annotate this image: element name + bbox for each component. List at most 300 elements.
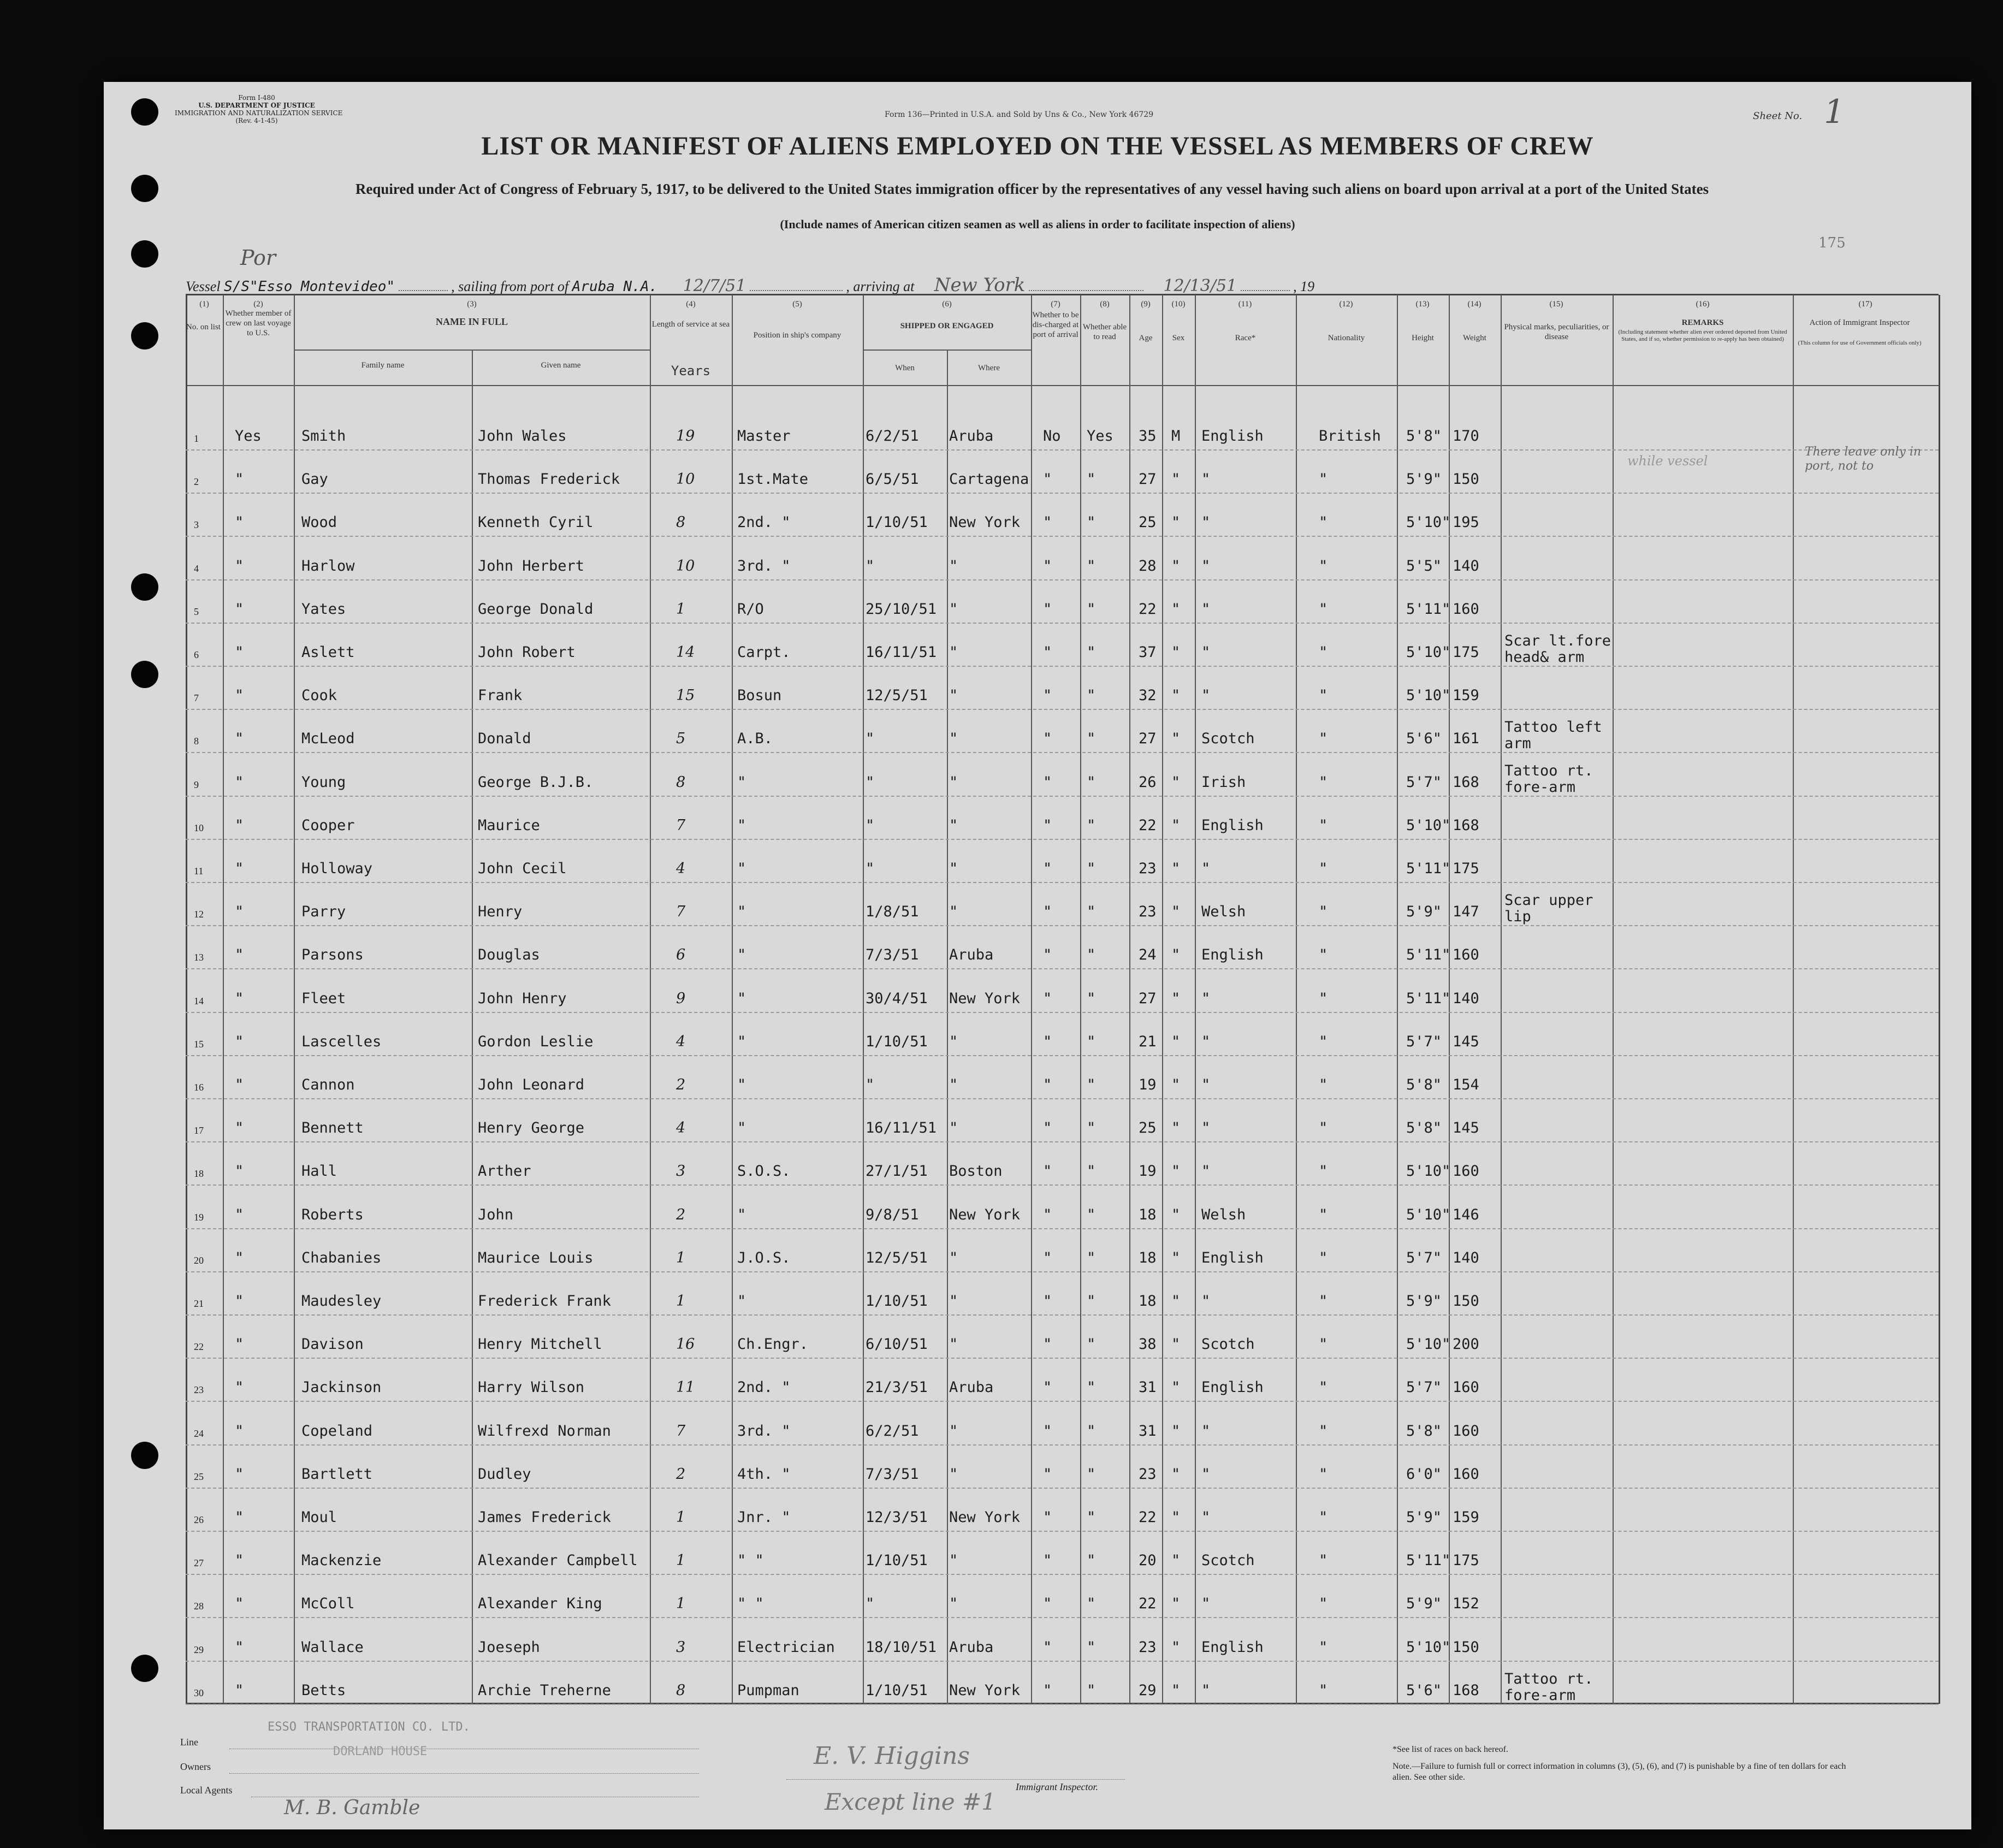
shipped-where: " <box>949 1595 958 1613</box>
position: " <box>737 816 746 834</box>
column-rule <box>1793 295 1794 1704</box>
vessel-label: Vessel <box>186 279 221 294</box>
height: 5'10" <box>1406 514 1451 531</box>
given-name: Joeseph <box>478 1638 540 1656</box>
list-number: 14 <box>194 995 204 1006</box>
row-rule <box>186 1314 1939 1316</box>
sex: M <box>1171 428 1181 445</box>
column-rule <box>1162 295 1163 1704</box>
crew-last-voyage: " <box>235 1163 244 1180</box>
height: 5'7" <box>1406 1249 1442 1266</box>
list-number: 6 <box>194 649 199 660</box>
family-name: Young <box>301 773 346 791</box>
crew-last-voyage: " <box>235 600 244 618</box>
race: English <box>1201 1638 1264 1656</box>
sex: " <box>1171 903 1181 921</box>
position: " <box>737 860 746 877</box>
family-name: Hall <box>301 1163 337 1180</box>
row-rule <box>186 1358 1939 1359</box>
able-to-read: " <box>1087 1379 1096 1396</box>
given-name: Gordon Leslie <box>478 1033 594 1050</box>
given-name: Frank <box>478 687 523 704</box>
list-number: 19 <box>194 1211 204 1223</box>
discharged: " <box>1043 687 1052 704</box>
shipped-when: 7/3/51 <box>866 946 919 964</box>
header-inspector-detail: (This column for use of Government officials only) <box>1798 340 1922 346</box>
nationality: " <box>1319 644 1328 661</box>
row-rule <box>186 882 1939 883</box>
physical-marks: Tattoo left arm <box>1504 719 1602 753</box>
nationality: " <box>1319 1465 1328 1483</box>
shipped-where: " <box>949 773 958 791</box>
crew-last-voyage: " <box>235 1336 244 1353</box>
physical-marks: Scar lt.fore head& arm <box>1504 632 1611 666</box>
except-note: Except line #1 <box>825 1788 996 1815</box>
company-house-stamp: DORLAND HOUSE <box>333 1745 428 1758</box>
shipped-when: 16/11/51 <box>866 1120 937 1137</box>
shipped-when: 16/11/51 <box>866 644 937 661</box>
column-rule <box>863 295 864 1704</box>
nationality: " <box>1319 773 1328 791</box>
punch-hole <box>131 573 158 601</box>
arrival-port: New York <box>934 274 1026 296</box>
age: 27 <box>1139 730 1157 748</box>
position: " <box>737 773 746 791</box>
family-name: Jackinson <box>301 1379 382 1396</box>
shipped-when: 12/3/51 <box>866 1509 928 1526</box>
weight: 160 <box>1453 1163 1479 1180</box>
row-rule <box>186 1055 1939 1056</box>
punch-hole <box>131 322 158 350</box>
weight: 160 <box>1453 1379 1479 1396</box>
sex: " <box>1171 1336 1181 1353</box>
discharged: " <box>1043 903 1052 921</box>
column-rule <box>1195 295 1196 1704</box>
shipped-where: New York <box>949 1509 1021 1526</box>
shipped-when: " <box>866 1595 875 1613</box>
height: 5'10" <box>1406 1638 1451 1656</box>
height: 5'9" <box>1406 471 1442 488</box>
header-shipped-engaged: SHIPPED OR ENGAGED <box>900 322 994 330</box>
sex: " <box>1171 1638 1181 1656</box>
punch-hole <box>131 1655 158 1682</box>
race: " <box>1201 1422 1211 1440</box>
row-rule <box>186 1661 1939 1662</box>
inspector-label: Immigrant Inspector. <box>1016 1781 1098 1792</box>
sailing-label: , sailing from port of <box>451 279 569 294</box>
age: 20 <box>1139 1552 1157 1569</box>
sex: " <box>1171 687 1181 704</box>
race: " <box>1201 644 1211 661</box>
nationality: " <box>1319 1422 1328 1440</box>
height: 5'10" <box>1406 1206 1451 1223</box>
race: " <box>1201 600 1211 618</box>
column-number: (5) <box>792 300 802 309</box>
race: " <box>1201 1033 1211 1050</box>
given-name: John <box>478 1206 514 1223</box>
shipped-where: Aruba <box>949 1379 994 1396</box>
crew-last-voyage: " <box>235 730 244 748</box>
weight: 159 <box>1453 687 1479 704</box>
age: 23 <box>1139 860 1157 877</box>
shipped-when: 1/10/51 <box>866 1033 928 1050</box>
agents-label: Local Agents <box>180 1785 233 1796</box>
header-position: Position in ship's company <box>753 331 842 340</box>
crew-last-voyage: " <box>235 1552 244 1569</box>
position: Ch.Engr. <box>737 1336 809 1353</box>
service-years: 1 <box>676 1293 686 1310</box>
race: Irish <box>1201 773 1246 791</box>
column-number: (7) <box>1051 300 1060 309</box>
column-rule <box>732 295 733 1704</box>
shipped-where: " <box>949 1033 958 1050</box>
physical-marks: Tattoo rt. fore-arm <box>1504 1670 1593 1704</box>
header-service-length: Length of service at sea <box>651 320 730 329</box>
row-rule <box>186 1531 1939 1532</box>
column-number: (9) <box>1141 300 1151 309</box>
weight: 168 <box>1453 1681 1479 1699</box>
service-years: 4 <box>676 860 686 877</box>
able-to-read: " <box>1087 1638 1096 1656</box>
race: " <box>1201 1293 1211 1310</box>
shipped-when: 27/1/51 <box>866 1163 928 1180</box>
crew-last-voyage: " <box>235 1379 244 1396</box>
weight: 168 <box>1453 816 1479 834</box>
given-name: John Henry <box>478 990 567 1007</box>
sex: " <box>1171 1206 1181 1223</box>
shipped-where: Boston <box>949 1163 1003 1180</box>
able-to-read: " <box>1087 1293 1096 1310</box>
race: " <box>1201 1595 1211 1613</box>
row-rule <box>186 579 1939 581</box>
shipped-where: " <box>949 816 958 834</box>
sex: " <box>1171 773 1181 791</box>
given-name: Archie Treherne <box>478 1681 611 1699</box>
nationality: " <box>1319 687 1328 704</box>
service-years: 8 <box>676 1681 686 1699</box>
nationality: " <box>1319 1638 1328 1656</box>
height: 5'10" <box>1406 1336 1451 1353</box>
stamp-number: 175 <box>1818 235 1846 251</box>
row-rule <box>186 1098 1939 1099</box>
height: 5'10" <box>1406 687 1451 704</box>
service-years: 7 <box>676 816 686 834</box>
row-rule <box>186 1704 1939 1705</box>
weight: 175 <box>1453 1552 1479 1569</box>
header-physical-marks: Physical marks, peculiarities, or disease <box>1504 323 1609 341</box>
column-number: (17) <box>1858 300 1872 309</box>
crew-last-voyage: " <box>235 1509 244 1526</box>
age: 21 <box>1139 1033 1157 1050</box>
family-name: Wallace <box>301 1638 364 1656</box>
punch-hole <box>131 1442 158 1469</box>
height: 5'9" <box>1406 1293 1442 1310</box>
nationality: " <box>1319 514 1328 531</box>
nationality: " <box>1319 1163 1328 1180</box>
sex: " <box>1171 1465 1181 1483</box>
weight: 152 <box>1453 1595 1479 1613</box>
height: 5'11" <box>1406 600 1451 618</box>
race: " <box>1201 1120 1211 1137</box>
able-to-read: " <box>1087 557 1096 574</box>
shipped-where: " <box>949 860 958 877</box>
given-name: John Robert <box>478 644 576 661</box>
row-rule <box>186 493 1939 494</box>
list-number: 26 <box>194 1514 204 1525</box>
nationality: " <box>1319 600 1328 618</box>
header-sex: Sex <box>1172 334 1185 342</box>
crew-last-voyage: " <box>235 687 244 704</box>
able-to-read: " <box>1087 1120 1096 1137</box>
age: 23 <box>1139 903 1157 921</box>
shipped-where: " <box>949 1465 958 1483</box>
height: 5'10" <box>1406 1163 1451 1180</box>
shipped-when: 6/2/51 <box>866 1422 919 1440</box>
nationality: " <box>1319 816 1328 834</box>
header-inspector-action: Action of Immigrant Inspector <box>1809 318 1910 327</box>
shipped-where: " <box>949 1422 958 1440</box>
given-name: Henry George <box>478 1120 585 1137</box>
header-list-number: No. on list <box>186 323 221 331</box>
shipped-when: " <box>866 860 875 877</box>
position: Jnr. " <box>737 1509 791 1526</box>
weight: 160 <box>1453 1465 1479 1483</box>
height: 6'0" <box>1406 1465 1442 1483</box>
shipped-where: New York <box>949 1681 1021 1699</box>
column-rule <box>186 295 187 1704</box>
arrival-date: 12/13/51 <box>1163 276 1237 295</box>
position: " <box>737 1120 746 1137</box>
age: 37 <box>1139 644 1157 661</box>
able-to-read: " <box>1087 1681 1096 1699</box>
shipped-where: " <box>949 1336 958 1353</box>
row-rule <box>186 796 1939 797</box>
height: 5'11" <box>1406 860 1451 877</box>
shipped-when: " <box>866 773 875 791</box>
column-rule <box>1613 295 1614 1704</box>
service-years: 4 <box>676 1033 686 1050</box>
discharged: " <box>1043 1552 1052 1569</box>
shipped-when: 1/10/51 <box>866 514 928 531</box>
sex: " <box>1171 514 1181 531</box>
shipped-where: Cartagena <box>949 471 1029 488</box>
column-rule <box>1939 295 1940 1704</box>
nationality: " <box>1319 1552 1328 1569</box>
row-rule <box>186 1488 1939 1489</box>
column-number: (6) <box>942 300 952 309</box>
nationality: " <box>1319 1033 1328 1050</box>
able-to-read: " <box>1087 1509 1096 1526</box>
service-years: 2 <box>676 1465 686 1483</box>
shipped-when: 1/8/51 <box>866 903 919 921</box>
crew-last-voyage: " <box>235 1595 244 1613</box>
shipped-where: " <box>949 1076 958 1093</box>
position: J.O.S. <box>737 1249 791 1266</box>
list-number: 28 <box>194 1601 204 1612</box>
discharged: " <box>1043 1249 1052 1266</box>
service-years: 19 <box>676 428 695 445</box>
given-name: Maurice <box>478 816 540 834</box>
header-height: Height <box>1412 334 1434 342</box>
nationality: " <box>1319 1249 1328 1266</box>
column-rule <box>1031 295 1032 1704</box>
height: 5'8" <box>1406 1422 1442 1440</box>
list-number: 15 <box>194 1038 204 1050</box>
race: Welsh <box>1201 1206 1246 1223</box>
row-rule <box>186 1141 1939 1142</box>
weight: 195 <box>1453 514 1479 531</box>
given-name: George Donald <box>478 600 594 618</box>
height: 5'8" <box>1406 1120 1442 1137</box>
crew-last-voyage: " <box>235 860 244 877</box>
position: Pumpman <box>737 1681 799 1699</box>
weight: 140 <box>1453 557 1479 574</box>
discharged: " <box>1043 860 1052 877</box>
service-years: 7 <box>676 903 686 921</box>
discharged: " <box>1043 773 1052 791</box>
sex: " <box>1171 1076 1181 1093</box>
nationality: British <box>1319 428 1381 445</box>
punch-hole <box>131 98 158 126</box>
position: Electrician <box>737 1638 835 1656</box>
column-rule <box>1397 295 1398 1704</box>
age: 25 <box>1139 514 1157 531</box>
discharged: " <box>1043 471 1052 488</box>
age: 35 <box>1139 428 1157 445</box>
given-name: James Frederick <box>478 1509 611 1526</box>
department: U.S. DEPARTMENT OF JUSTICE <box>198 102 315 109</box>
shipped-when: " <box>866 730 875 748</box>
shipped-when: 9/8/51 <box>866 1206 919 1223</box>
punch-hole <box>131 661 158 688</box>
page-title: LIST OR MANIFEST OF ALIENS EMPLOYED ON THE VESSEL AS MEMBERS OF CREW <box>481 132 1594 161</box>
list-number: 2 <box>194 476 199 488</box>
service-years: 11 <box>676 1379 695 1396</box>
nationality: " <box>1319 1206 1328 1223</box>
physical-marks: Tattoo rt. fore-arm <box>1504 762 1593 796</box>
age: 32 <box>1139 687 1157 704</box>
able-to-read: " <box>1087 1076 1096 1093</box>
page-subtitle: Required under Act of Congress of February 5, 1917, to be delivered to the United States immigration officer by the representatives of any vessel having such aliens on board upon arrival at a port of the United States <box>355 181 1709 197</box>
list-number: 30 <box>194 1687 204 1698</box>
races-note: *See list of races on back hereof. <box>1392 1745 1508 1754</box>
column-rule <box>223 295 224 1704</box>
age: 18 <box>1139 1206 1157 1223</box>
position: " " <box>737 1552 764 1569</box>
column-number: (10) <box>1171 300 1186 309</box>
height: 5'11" <box>1406 946 1451 964</box>
header-given-name: Given name <box>541 361 581 370</box>
service-years: 1 <box>676 1509 686 1526</box>
shipped-when: 12/5/51 <box>866 687 928 704</box>
shipped-where: " <box>949 557 958 574</box>
service-years: 3 <box>676 1163 686 1180</box>
discharged: " <box>1043 1120 1052 1137</box>
shipped-when: 6/5/51 <box>866 471 919 488</box>
penalty-note: Note.—Failure to furnish full or correct information in columns (3), (5), (6), and (7) is punishable by a fine of ten dollars for each alien. See other side. <box>1392 1762 1846 1782</box>
service-years: 2 <box>676 1206 686 1223</box>
family-name: Chabanies <box>301 1249 382 1266</box>
punch-hole <box>131 175 158 202</box>
age: 27 <box>1139 471 1157 488</box>
crew-last-voyage: " <box>235 773 244 791</box>
header-where: Where <box>978 364 1000 372</box>
list-number: 4 <box>194 562 199 574</box>
physical-marks: Scar upper lip <box>1504 892 1593 926</box>
given-name: John Wales <box>478 428 567 445</box>
height: 5'9" <box>1406 1509 1442 1526</box>
nationality: " <box>1319 730 1328 748</box>
shipped-where: " <box>949 1120 958 1137</box>
family-name: Bennett <box>301 1120 364 1137</box>
weight: 161 <box>1453 730 1479 748</box>
shipped-where: New York <box>949 1206 1021 1223</box>
crew-last-voyage: " <box>235 1033 244 1050</box>
family-name: Wood <box>301 514 337 531</box>
column-rule <box>650 295 651 1704</box>
given-name: John Herbert <box>478 557 585 574</box>
family-name: Bartlett <box>301 1465 373 1483</box>
service-years: 2 <box>676 1076 686 1093</box>
given-name: John Leonard <box>478 1076 585 1093</box>
owners-label: Owners <box>180 1761 211 1772</box>
position: S.O.S. <box>737 1163 791 1180</box>
handwritten-annotation: Por <box>240 246 276 270</box>
able-to-read: " <box>1087 1465 1096 1483</box>
position: 1st.Mate <box>737 471 809 488</box>
sex: " <box>1171 816 1181 834</box>
column-number: (13) <box>1415 300 1430 309</box>
list-number: 17 <box>194 1125 204 1136</box>
race: Welsh <box>1201 903 1246 921</box>
weight: 175 <box>1453 860 1479 877</box>
weight: 159 <box>1453 1509 1479 1526</box>
sex: " <box>1171 1552 1181 1569</box>
header-bottom-border <box>186 385 1939 386</box>
discharged: " <box>1043 600 1052 618</box>
column-rule <box>1080 295 1081 1704</box>
sex: " <box>1171 1163 1181 1180</box>
row-rule <box>186 449 1939 451</box>
row-rule <box>186 1574 1939 1575</box>
age: 26 <box>1139 773 1157 791</box>
race: " <box>1201 1465 1211 1483</box>
column-number: (3) <box>467 300 477 309</box>
height: 5'7" <box>1406 1033 1442 1050</box>
shipped-when: 18/10/51 <box>866 1638 937 1656</box>
discharged: No <box>1043 428 1061 445</box>
position: " <box>737 903 746 921</box>
column-number: (16) <box>1696 300 1710 309</box>
sex: " <box>1171 1249 1181 1266</box>
list-number: 27 <box>194 1557 204 1569</box>
discharged: " <box>1043 1465 1052 1483</box>
company-stamp: ESSO TRANSPORTATION CO. LTD. <box>268 1720 470 1734</box>
list-number: 24 <box>194 1428 204 1439</box>
discharged: " <box>1043 1681 1052 1699</box>
row-rule <box>186 1271 1939 1272</box>
list-number: 13 <box>194 952 204 963</box>
family-name: Lascelles <box>301 1033 382 1050</box>
position: " " <box>737 1595 764 1613</box>
form-identity <box>175 94 343 125</box>
family-name: Fleet <box>301 990 346 1007</box>
able-to-read: " <box>1087 773 1096 791</box>
family-name: McColl <box>301 1595 355 1613</box>
race: " <box>1201 990 1211 1007</box>
weight: 170 <box>1453 428 1479 445</box>
weight: 150 <box>1453 471 1479 488</box>
